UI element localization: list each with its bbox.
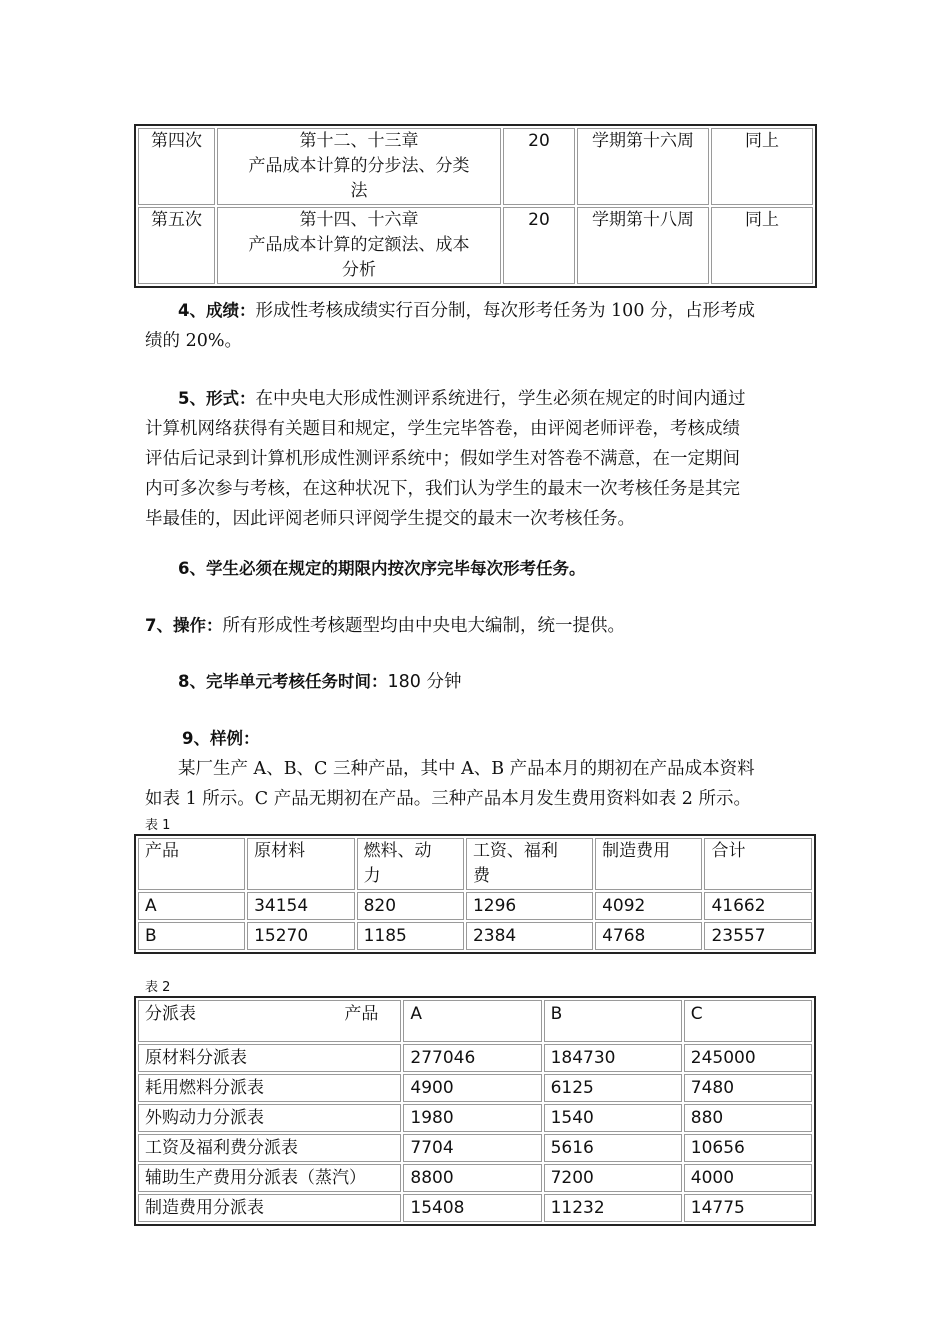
- table-header-row: [138, 838, 812, 890]
- table-cell: B: [138, 922, 245, 950]
- table-header-cell: 燃料、动 力: [357, 838, 464, 890]
- table-cell: 4000: [684, 1164, 812, 1192]
- table-cell: 4092: [595, 892, 702, 920]
- schedule-time-cell: 第五次: [138, 207, 215, 284]
- table-cell: 1185: [357, 922, 464, 950]
- schedule-content-cell: [217, 207, 501, 284]
- table-cell: 6125: [544, 1074, 682, 1102]
- section-label: 8、完毕单元考核任务时间：: [178, 672, 388, 691]
- table-row: [138, 922, 812, 950]
- section-time: [145, 667, 810, 697]
- section-text: 如表 1 所示。C 产品无期初在产品。三种产品本月发生费用资料如表 2 所示。: [145, 789, 751, 809]
- table-row: [138, 1134, 812, 1162]
- table2-caption: 表 2: [145, 980, 171, 995]
- table-cell: 4900: [403, 1074, 541, 1102]
- schedule-topic-line2: 法: [350, 181, 368, 201]
- table2: [134, 996, 816, 1226]
- section-text: 绩的 20%。: [145, 331, 242, 351]
- schedule-topic-line1: 产品成本计算的定额法、成本: [248, 235, 470, 255]
- table-cell: 34154: [247, 892, 354, 920]
- schedule-time-cell: 第四次: [138, 128, 215, 205]
- table2-header-right: 产品: [344, 1004, 379, 1024]
- table-cell: 10656: [684, 1134, 812, 1162]
- schedule-note-cell: 同上: [711, 128, 813, 205]
- section-label: 5、形式：: [178, 389, 256, 408]
- table-cell: 880: [684, 1104, 812, 1132]
- section-text: 评估后记录到计算机形成性测评系统中；假如学生对答卷不满意，在一定期间: [145, 449, 740, 469]
- table-cell: 14775: [684, 1194, 812, 1222]
- table-cell: 41662: [704, 892, 812, 920]
- table-cell: 7480: [684, 1074, 812, 1102]
- table-cell: 7200: [544, 1164, 682, 1192]
- table-cell: 23557: [704, 922, 812, 950]
- table-header-cell: C: [684, 1000, 812, 1042]
- section-text: 所有形成性考核题型均由中央电大编制，统一提供。: [222, 616, 625, 636]
- table-cell: 1980: [403, 1104, 541, 1132]
- section-format: [145, 384, 810, 534]
- table1-caption: 表 1: [145, 818, 171, 833]
- table2-header-left: 分派表: [145, 1004, 196, 1024]
- table-cell: 15270: [247, 922, 354, 950]
- table-header-cell: 原材料: [247, 838, 354, 890]
- table-header-row: [138, 1000, 812, 1042]
- table-header-cell: 制造费用: [595, 838, 702, 890]
- table-cell: 5616: [544, 1134, 682, 1162]
- table-row: [138, 1194, 812, 1222]
- table-cell: 1296: [466, 892, 593, 920]
- table-cell: 184730: [544, 1044, 682, 1072]
- table-cell: 原材料分派表: [138, 1044, 401, 1072]
- section-text: 计算机网络获得有关题目和规定，学生完毕答卷，由评阅老师评卷，考核成绩: [145, 419, 740, 439]
- table-header-cell: B: [544, 1000, 682, 1042]
- section-text: 形成性考核成绩实行百分制，每次形考任务为 100 分，占形考成: [255, 301, 756, 321]
- table-cell: 8800: [403, 1164, 541, 1192]
- schedule-chapter: 第十二、十三章: [299, 131, 419, 151]
- section-operation: [145, 611, 810, 641]
- schedule-note-cell: 同上: [711, 207, 813, 284]
- section-label: 7、操作：: [145, 616, 223, 635]
- table-cell: 辅助生产费用分派表（蒸汽）: [138, 1164, 401, 1192]
- section-text: 某厂生产 A、B、C 三种产品，其中 A、B 产品本月的期初在产品成本资料: [178, 759, 755, 779]
- section-label: 9、样例：: [182, 729, 260, 748]
- schedule-deadline-cell: 学期第十六周: [577, 128, 709, 205]
- section-order: [145, 554, 810, 584]
- assessment-schedule-table: [134, 124, 817, 288]
- schedule-content-cell: [217, 128, 501, 205]
- table-header-cell: [138, 1000, 401, 1042]
- section-text: 180 分钟: [387, 672, 462, 692]
- table-header-cell: 合计: [704, 838, 812, 890]
- table-header-cell: 产品: [138, 838, 245, 890]
- schedule-chapter: 第十四、十六章: [299, 210, 419, 230]
- table-row: [138, 1104, 812, 1132]
- table-cell: 制造费用分派表: [138, 1194, 401, 1222]
- table-cell: 外购动力分派表: [138, 1104, 401, 1132]
- schedule-topic-line1: 产品成本计算的分步法、分类: [248, 156, 470, 176]
- section-text: 6、学生必须在规定的期限内按次序完毕每次形考任务。: [178, 559, 586, 578]
- table-cell: 2384: [466, 922, 593, 950]
- table-cell: 245000: [684, 1044, 812, 1072]
- table-cell: 7704: [403, 1134, 541, 1162]
- table-cell: 15408: [403, 1194, 541, 1222]
- table-header-cell: 工资、福利 费: [466, 838, 593, 890]
- schedule-topic-line2: 分析: [342, 260, 376, 280]
- table-cell: 277046: [403, 1044, 541, 1072]
- section-grades: [145, 296, 810, 356]
- table-header-cell: A: [403, 1000, 541, 1042]
- section-text: 内可多次参与考核，在这种状况下，我们认为学生的最末一次考核任务是其完: [145, 479, 740, 499]
- table-cell: 1540: [544, 1104, 682, 1132]
- table-row: [138, 128, 813, 205]
- table-row: [138, 892, 812, 920]
- section-text: 毕最佳的，因此评阅老师只评阅学生提交的最末一次考核任务。: [145, 509, 635, 529]
- schedule-weight-cell: 20: [503, 128, 575, 205]
- table-cell: 4768: [595, 922, 702, 950]
- table-cell: 耗用燃料分派表: [138, 1074, 401, 1102]
- table-cell: 820: [357, 892, 464, 920]
- schedule-deadline-cell: 学期第十八周: [577, 207, 709, 284]
- table-cell: 11232: [544, 1194, 682, 1222]
- table-row: [138, 1164, 812, 1192]
- section-label: 4、成绩：: [178, 301, 256, 320]
- section-example: [145, 724, 810, 814]
- schedule-weight-cell: 20: [503, 207, 575, 284]
- table-cell: 工资及福利费分派表: [138, 1134, 401, 1162]
- table-cell: A: [138, 892, 245, 920]
- table-row: [138, 1074, 812, 1102]
- table-row: [138, 207, 813, 284]
- section-text: 在中央电大形成性测评系统进行，学生必须在规定的时间内通过: [255, 389, 746, 409]
- table1: [134, 834, 816, 954]
- table-row: [138, 1044, 812, 1072]
